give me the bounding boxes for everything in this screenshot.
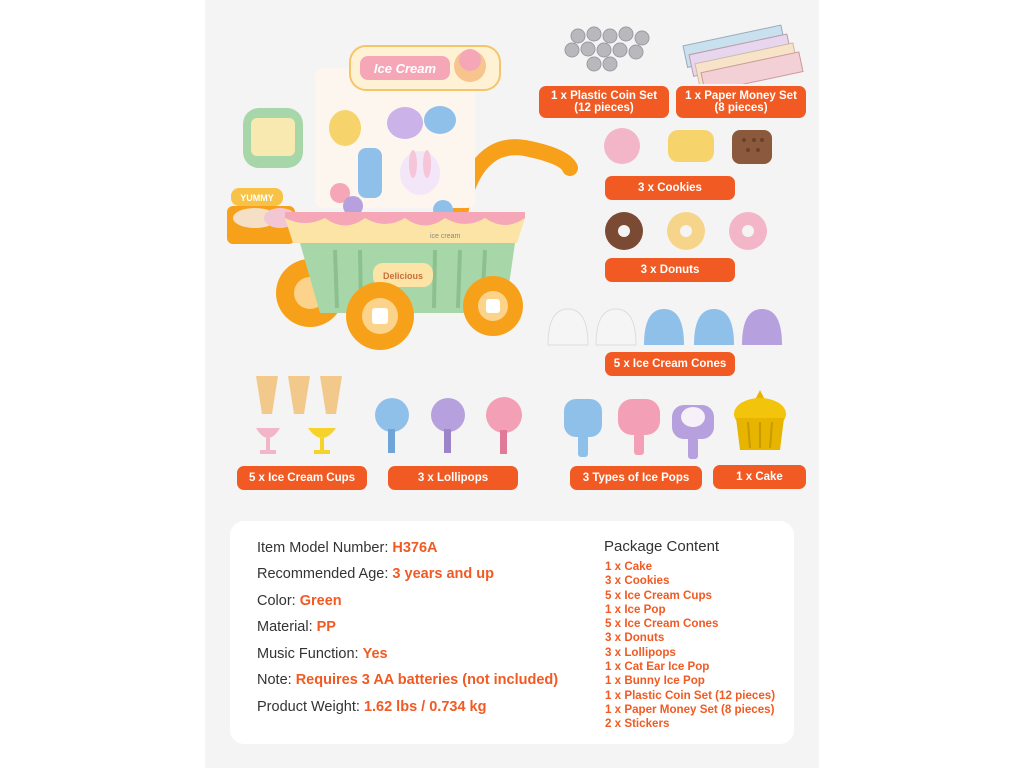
spec-material: Material: PP [257,619,336,635]
paper-money-set-image [676,24,806,84]
cups-label: 5 x Ice Cream Cups [237,466,367,490]
list-item: 1 x Bunny Ice Pop [605,674,705,688]
list-item: 2 x Stickers [605,717,670,731]
lollipops-label: 3 x Lollipops [388,466,518,490]
list-item: 5 x Ice Cream Cups [605,588,712,602]
donuts-label: 3 x Donuts [605,258,735,282]
donuts-image [598,210,778,252]
icepops-label: 3 Types of Ice Pops [570,466,702,490]
cart-sign-text: Ice Cream [373,61,437,76]
cones-label: 5 x Ice Cream Cones [605,352,735,376]
ice-cream-cart-image [225,38,585,358]
list-item: 1 x Plastic Coin Set (12 pieces) [605,688,776,702]
list-item: 5 x Ice Cream Cones [605,617,719,631]
list-item: 1 x Paper Money Set (8 pieces) [605,702,775,716]
list-item: 3 x Donuts [605,631,665,645]
money-set-label: 1 x Paper Money Set (8 pieces) [676,86,806,118]
coin-set-label: 1 x Plastic Coin Set (12 pieces) [539,86,669,118]
spec-music: Music Function: Yes [257,646,388,662]
list-item: 1 x Cat Ear Ice Pop [605,660,710,674]
plastic-coin-set-image [560,24,660,74]
list-item: 3 x Cookies [605,574,670,588]
ice-cream-cups-image [252,372,352,464]
cake-image [730,388,790,458]
package-content-list [605,560,775,732]
cookies-label: 3 x Cookies [605,176,735,200]
package-content-title: Package Content [604,538,720,555]
spec-age: Recommended Age: 3 years and up [257,566,494,582]
ice-cream-cones-image [544,305,784,349]
tray-sign-text: YUMMY [240,193,274,203]
spec-color: Color: Green [257,593,342,609]
cookies-image [596,128,776,168]
list-item: 3 x Lollipops [605,645,676,659]
spec-weight: Product Weight: 1.62 lbs / 0.734 kg [257,699,487,715]
lollipops-image [370,395,530,459]
spec-model: Item Model Number: H376A [257,540,438,556]
cake-label: 1 x Cake [713,465,806,489]
ice-pops-image [560,395,730,465]
cart-banner-text: ice cream [430,233,461,240]
spec-note: Note: Requires 3 AA batteries (not included) [257,672,559,688]
list-item: 1 x Ice Pop [605,602,666,616]
wheel-badge-text: Delicious [382,271,424,281]
list-item: 1 x Cake [605,560,653,573]
